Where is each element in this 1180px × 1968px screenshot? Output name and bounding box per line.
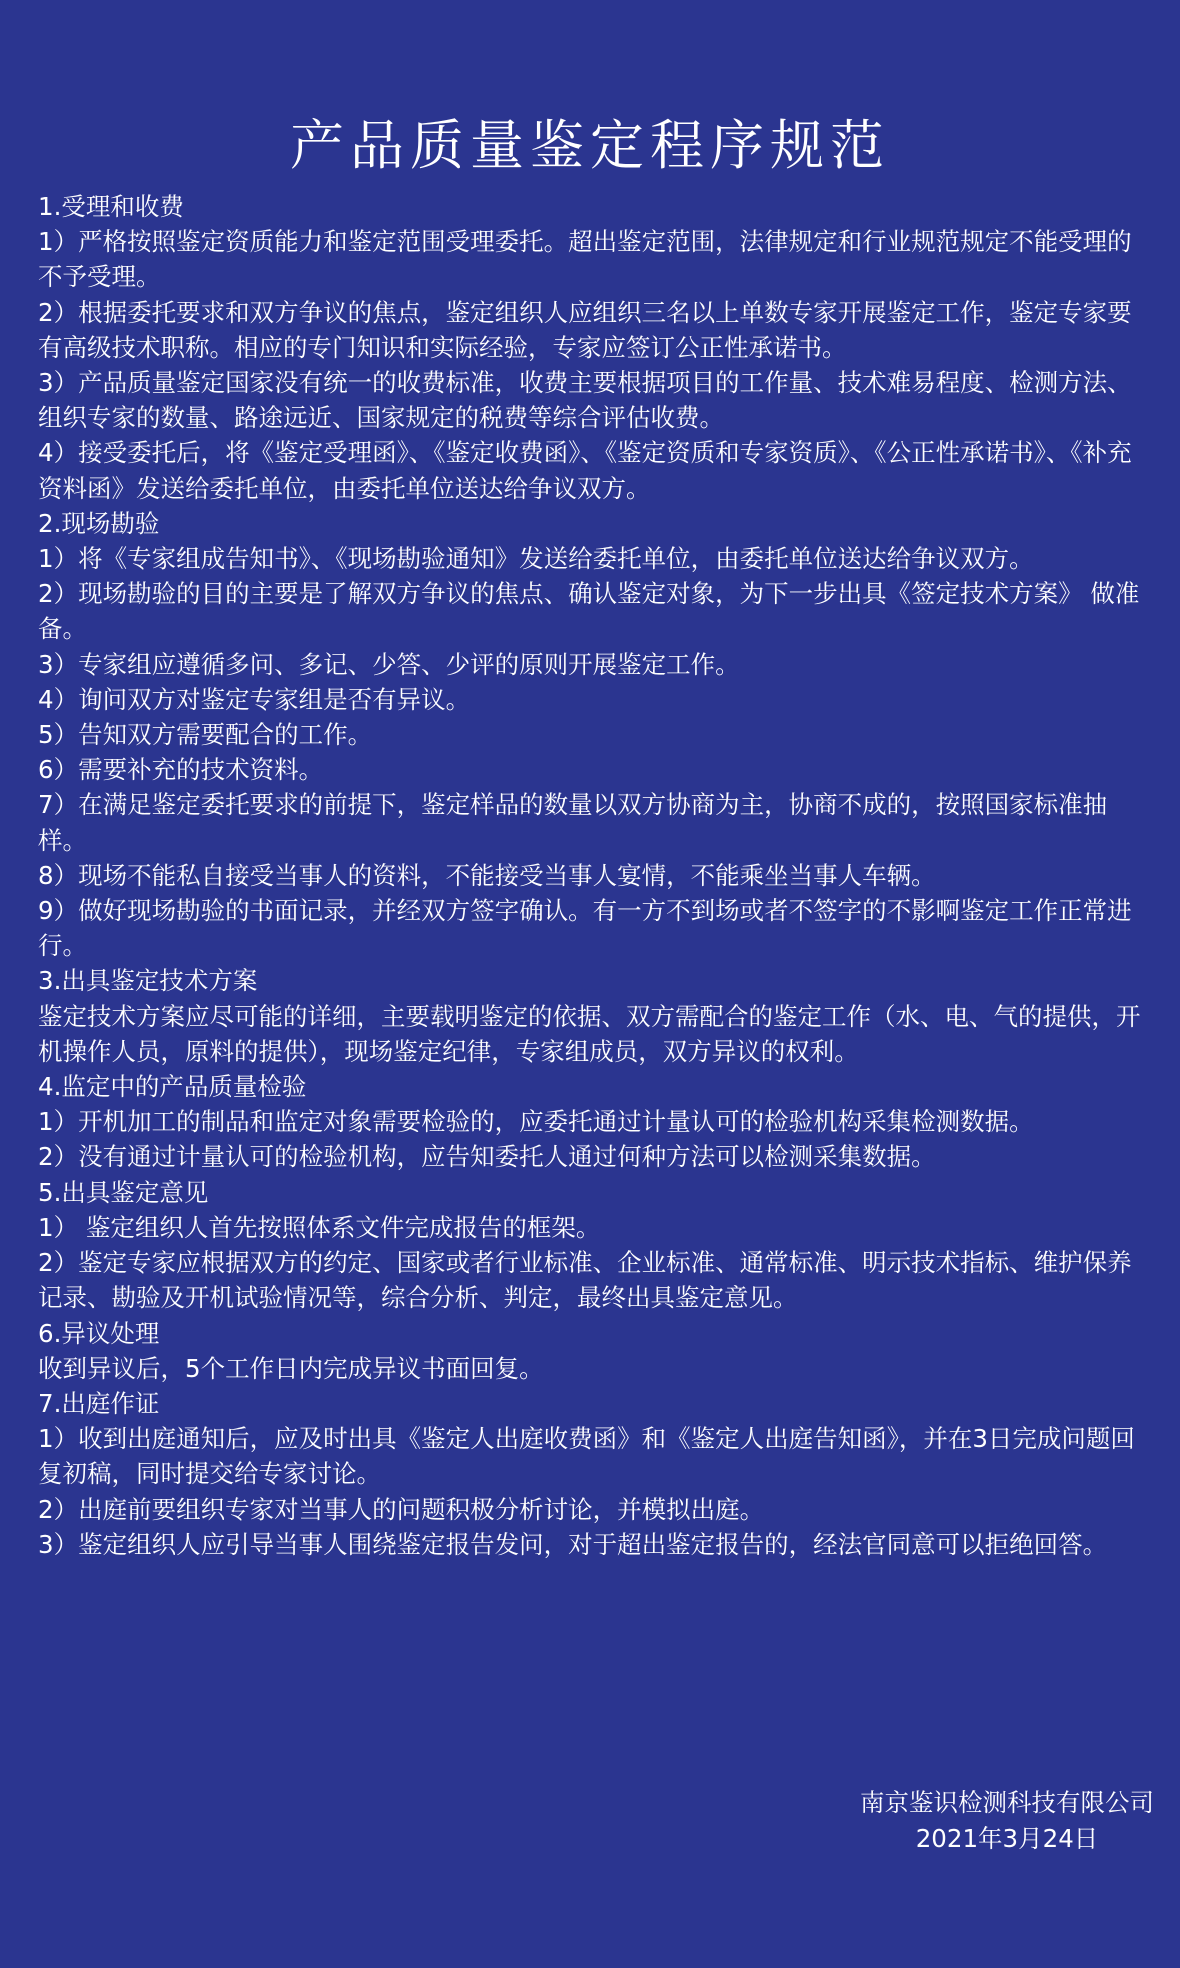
page-title: 产品质量鉴定程序规范	[290, 114, 890, 178]
section-heading: 2.现场勘验	[38, 508, 160, 538]
paragraph: 4）询问双方对鉴定专家组是否有异议。	[38, 684, 471, 714]
section-heading: 4.监定中的产品质量检验	[38, 1072, 307, 1102]
paragraph: 4）接受委托后，将《鉴定受理函》、《鉴定收费函》、《鉴定资质和专家资质》、《公正性承诺书》、《补充资料函》发送给委托单位，由委托单位送达给争议双方。	[38, 438, 1132, 503]
paragraph: 收到异议后，5个工作日内完成异议书面回复。	[38, 1353, 544, 1383]
issue-date: 2021年3月24日	[915, 1824, 1099, 1853]
paragraph: 1） 鉴定组织人首先按照体系文件完成报告的框架。	[38, 1212, 601, 1242]
section-heading: 3.出具鉴定技术方案	[38, 966, 258, 996]
paragraph: 1）收到出庭通知后，应及时出具《鉴定人出庭收费函》和《鉴定人出庭告知函》，并在3日完成问题回复初稿，同时提交给专家讨论。	[38, 1424, 1135, 1489]
paragraph: 3）鉴定组织人应引导当事人围绕鉴定报告发问，对于超出鉴定报告的，经法官同意可以拒绝回答。	[38, 1529, 1108, 1559]
paragraph: 2）根据委托要求和双方争议的焦点，鉴定组织人应组织三名以上单数专家开展鉴定工作，鉴定专家要有高级技术职称。相应的专门知识和实际经验，专家应签订公正性承诺书。	[38, 297, 1132, 362]
paragraph: 鉴定技术方案应尽可能的详细，主要载明鉴定的依据、双方需配合的鉴定工作（水、电、气的提供，开机操作人员，原料的提供），现场鉴定纪律，专家组成员，双方异议的权利。	[38, 1001, 1141, 1066]
section-heading: 7.出庭作证	[38, 1388, 160, 1418]
paragraph: 5）告知双方需要配合的工作。	[38, 720, 373, 750]
paragraph: 2）没有通过计量认可的检验机构，应告知委托人通过何种方法可以检测采集数据。	[38, 1142, 936, 1172]
paragraph: 1）将《专家组成告知书》、《现场勘验通知》发送给委托单位，由委托单位送达给争议双方。	[38, 544, 1034, 574]
signature-block	[860, 1785, 1154, 1857]
paragraph: 1）严格按照鉴定资质能力和鉴定范围受理委托。超出鉴定范围，法律规定和行业规范规定不能受理的不予受理。	[38, 227, 1132, 292]
document-body	[38, 189, 1144, 1562]
paragraph: 3）产品质量鉴定国家没有统一的收费标准，收费主要根据项目的工作量、技术难易程度、检测方法、组织专家的数量、路途远近、国家规定的税费等综合评估收费。	[38, 368, 1132, 433]
company-name: 南京鉴识检测科技有限公司	[860, 1788, 1154, 1817]
section-heading: 6.异议处理	[38, 1318, 160, 1348]
paragraph: 2）现场勘验的目的主要是了解双方争议的焦点、确认鉴定对象，为下一步出具《签定技术方案》 做准备。	[38, 579, 1140, 644]
paragraph: 9）做好现场勘验的书面记录，并经双方签字确认。有一方不到场或者不签字的不影啊鉴定工作正常进行。	[38, 896, 1132, 961]
paragraph: 2）鉴定专家应根据双方的约定、国家或者行业标准、企业标准、通常标准、明示技术指标、维护保养记录、勘验及开机试验情况等，综合分析、判定，最终出具鉴定意见。	[38, 1248, 1132, 1313]
section-heading: 5.出具鉴定意见	[38, 1177, 209, 1207]
paragraph: 3）专家组应遵循多问、多记、少答、少评的原则开展鉴定工作。	[38, 649, 740, 679]
paragraph: 2）出庭前要组织专家对当事人的问题积极分析讨论，并模拟出庭。	[38, 1494, 765, 1524]
paragraph: 1）开机加工的制品和监定对象需要检验的，应委托通过计量认可的检验机构采集检测数据。	[38, 1107, 1034, 1137]
paragraph: 7）在满足鉴定委托要求的前提下，鉴定样品的数量以双方协商为主，协商不成的，按照国家标准抽样。	[38, 790, 1108, 855]
paragraph: 6）需要补充的技术资料。	[38, 755, 324, 785]
section-heading: 1.受理和收费	[38, 192, 184, 221]
paragraph: 8）现场不能私自接受当事人的资料，不能接受当事人宴情，不能乘坐当事人车辆。	[38, 860, 936, 890]
